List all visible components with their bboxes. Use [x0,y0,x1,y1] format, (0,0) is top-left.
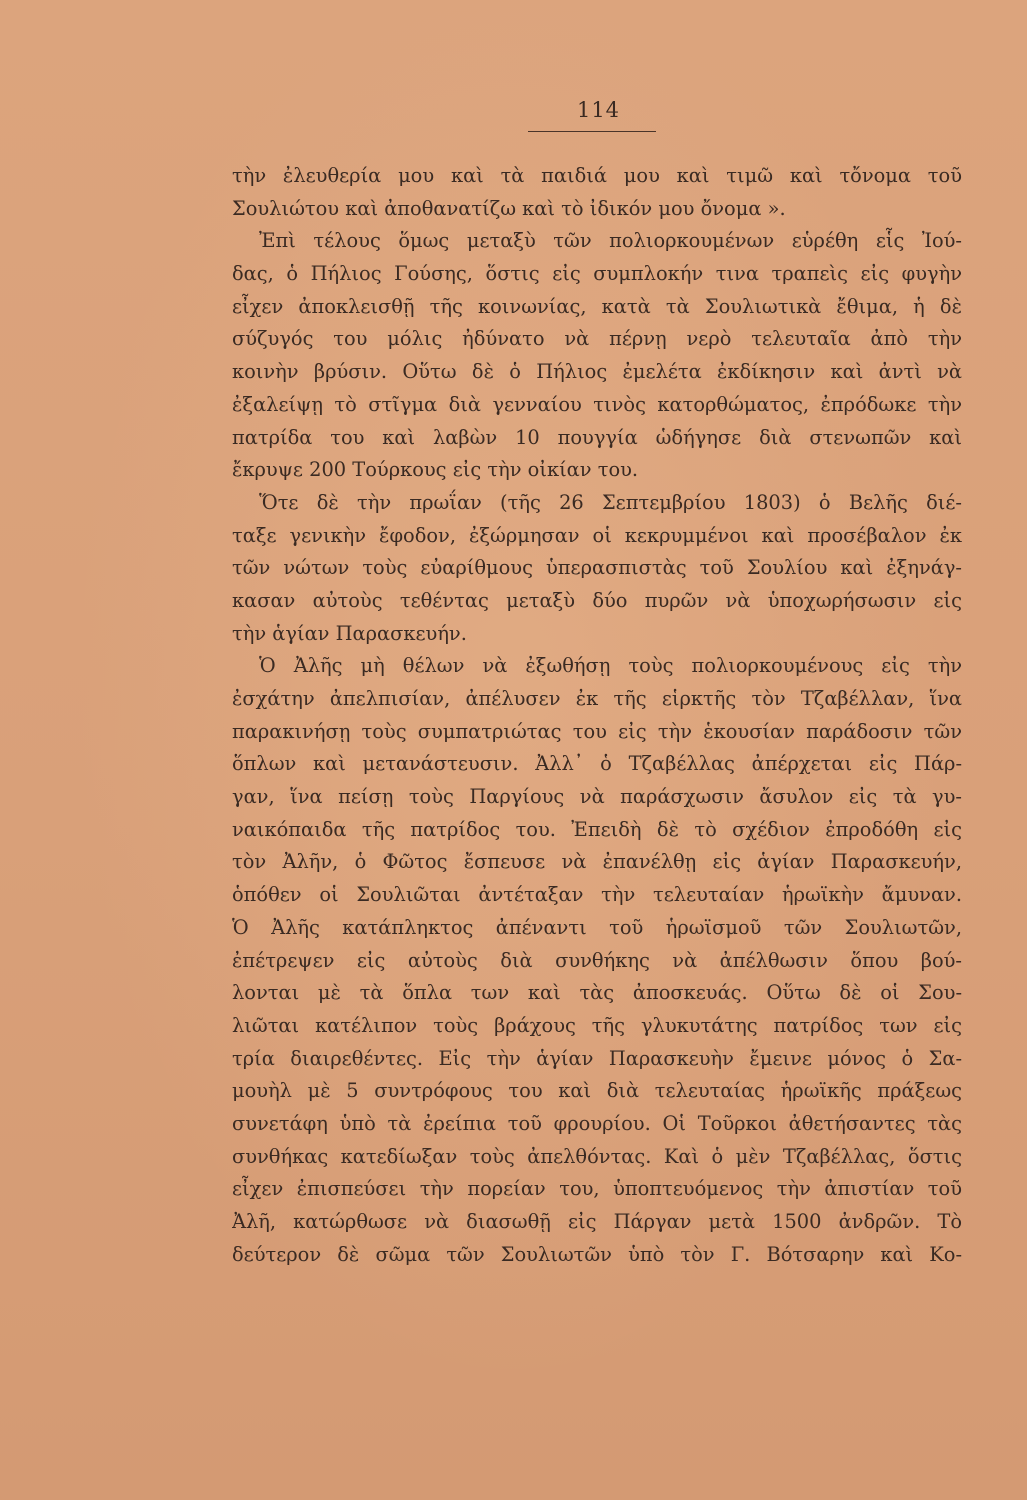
text-line: συνετάφη ὑπὸ τὰ ἐρείπια τοῦ φρουρίου. Οἱ Τοῦρκοι ἀθετήσαντες τὰς [232,1111,962,1135]
page-number: 114 [576,98,621,122]
text-line: ταξε γενικὴν ἔφοδον, ἐξώρμησαν οἱ κεκρυμμένοι καὶ προσέβαλον ἐκ [232,523,962,547]
text-line: τὴν ἐλευθερία μου καὶ τὰ παιδιά μου καὶ τιμῶ καὶ τὄνομα τοῦ [232,164,962,187]
text-line: Ὁ Ἀλῆς μὴ θέλων νὰ ἐξωθήσῃ τοὺς πολιορκουμένους εἰς τὴν [259,654,962,678]
text-line: παρακινήσῃ τοὺς συμπατριώτας του εἰς τὴν ἑκουσίαν παράδοσιν τῶν [232,719,962,743]
text-line: σύζυγός του μόλις ἠδύνατο νὰ πέρνῃ νερὸ τελευταῖα ἀπὸ τὴν [232,327,962,351]
text-line: τῶν νώτων τοὺς εὐαρίθμους ὑπερασπιστὰς τοῦ Σουλίου καὶ ἐξηνάγ- [232,556,962,580]
text-line: Ὁ Ἀλῆς κατάπληκτος ἀπέναντι τοῦ ἡρωϊσμοῦ τῶν Σουλιωτῶν, [232,915,962,939]
text-line: ἐξαλείψῃ τὸ στῖγμα διὰ γενναίου τινὸς κατορθώματος, ἐπρόδωκε τὴν [232,392,962,416]
text-line: δας, ὁ Πήλιος Γούσης, ὅστις εἰς συμπλοκήν τινα τραπεὶς εἰς φυγὴν [232,262,962,286]
text-line: εἶχεν ἐπισπεύσει τὴν πορείαν του, ὑποπτευόμενος τὴν ἀπιστίαν τοῦ [232,1177,962,1201]
text-line: μουὴλ μὲ 5 συντρόφους του καὶ διὰ τελευταίας ἡρωϊκῆς πράξεως [232,1079,962,1103]
text-line: δεύτερον δὲ σῶμα τῶν Σουλιωτῶν ὑπὸ τὸν Γ. Βότσαρην καὶ Κο- [232,1242,962,1266]
text-line: τρία διαιρεθέντες. Εἰς τὴν ἁγίαν Παρασκευὴν ἔμεινε μόνος ὁ Σα- [232,1046,962,1070]
text-line: πατρίδα του καὶ λαβὼν 10 πουγγία ὡδήγησε διὰ στενωπῶν καὶ [232,425,962,449]
text-line: τὸν Ἀλῆν, ὁ Φῶτος ἔσπευσε νὰ ἐπανέλθῃ εἰς ἁγίαν Παρασκευήν, [232,850,962,874]
text-line: τὴν ἁγίαν Παρασκευήν. [232,621,467,645]
text-line: ὅπλων καὶ μετανάστευσιν. Ἀλλ᾽ ὁ Τζαβέλλας ἀπέρχεται εἰς Πάρ- [232,752,962,776]
text-line: Ὅτε δὲ τὴν πρωΐαν (τῆς 26 Σεπτεμβρίου 1803) ὁ Βελῆς διέ- [259,490,962,514]
text-line: Ἀλῆ, κατώρθωσε νὰ διασωθῇ εἰς Πάργαν μετὰ 1500 ἀνδρῶν. Τὸ [232,1210,962,1233]
text-line: γαν, ἵνα πείσῃ τοὺς Παργίους νὰ παράσχωσιν ἄσυλον εἰς τὰ γυ- [232,785,962,809]
text-line: λονται μὲ τὰ ὅπλα των καὶ τὰς ἀποσκευάς. Οὕτω δὲ οἱ Σου- [232,981,962,1005]
text-line: ὁπόθεν οἱ Σουλιῶται ἀντέταξαν τὴν τελευταίαν ἡρωϊκὴν ἄμυναν. [232,883,962,907]
text-line: ἐπέτρεψεν εἰς αὐτοὺς διὰ συνθήκης νὰ ἀπέλθωσιν ὅπου βού- [232,948,962,972]
text-line: κασαν αὐτοὺς τεθέντας μεταξὺ δύο πυρῶν νὰ ὑποχωρήσωσιν εἰς [232,588,962,612]
text-line: ἔκρυψε 200 Τούρκους εἰς τὴν οἰκίαν του. [232,458,639,482]
text-line: Σουλιώτου καὶ ἀποθανατίζω καὶ τὸ ἰδικόν μου ὄνομα ». [232,196,786,220]
text-line: Ἐπὶ τέλους ὅμως μεταξὺ τῶν πολιορκουμένων εὑρέθη εἷς Ἰού- [259,229,962,253]
text-line: ναικόπαιδα τῆς πατρίδος του. Ἐπειδὴ δὲ τὸ σχέδιον ἐπροδόθη εἰς [232,817,962,841]
text-line: ἐσχάτην ἀπελπισίαν, ἀπέλυσεν ἐκ τῆς εἱρκτῆς τὸν Τζαβέλλαν, ἵνα [232,687,962,710]
text-line: συνθήκας κατεδίωξαν τοὺς ἀπελθόντας. Καὶ ὁ μὲν Τζαβέλλας, ὅστις [232,1144,962,1168]
text-line: λιῶται κατέλιπον τοὺς βράχους τῆς γλυκυτάτης πατρίδος των εἰς [232,1013,962,1037]
header-rule [528,131,656,132]
text-line: εἶχεν ἀποκλεισθῇ τῆς κοινωνίας, κατὰ τὰ Σουλιωτικὰ ἔθιμα, ἡ δὲ [232,294,962,318]
text-line: κοινὴν βρύσιν. Οὕτω δὲ ὁ Πήλιος ἐμελέτα ἐκδίκησιν καὶ ἀντὶ νὰ [232,360,962,384]
body-text [232,160,962,1271]
